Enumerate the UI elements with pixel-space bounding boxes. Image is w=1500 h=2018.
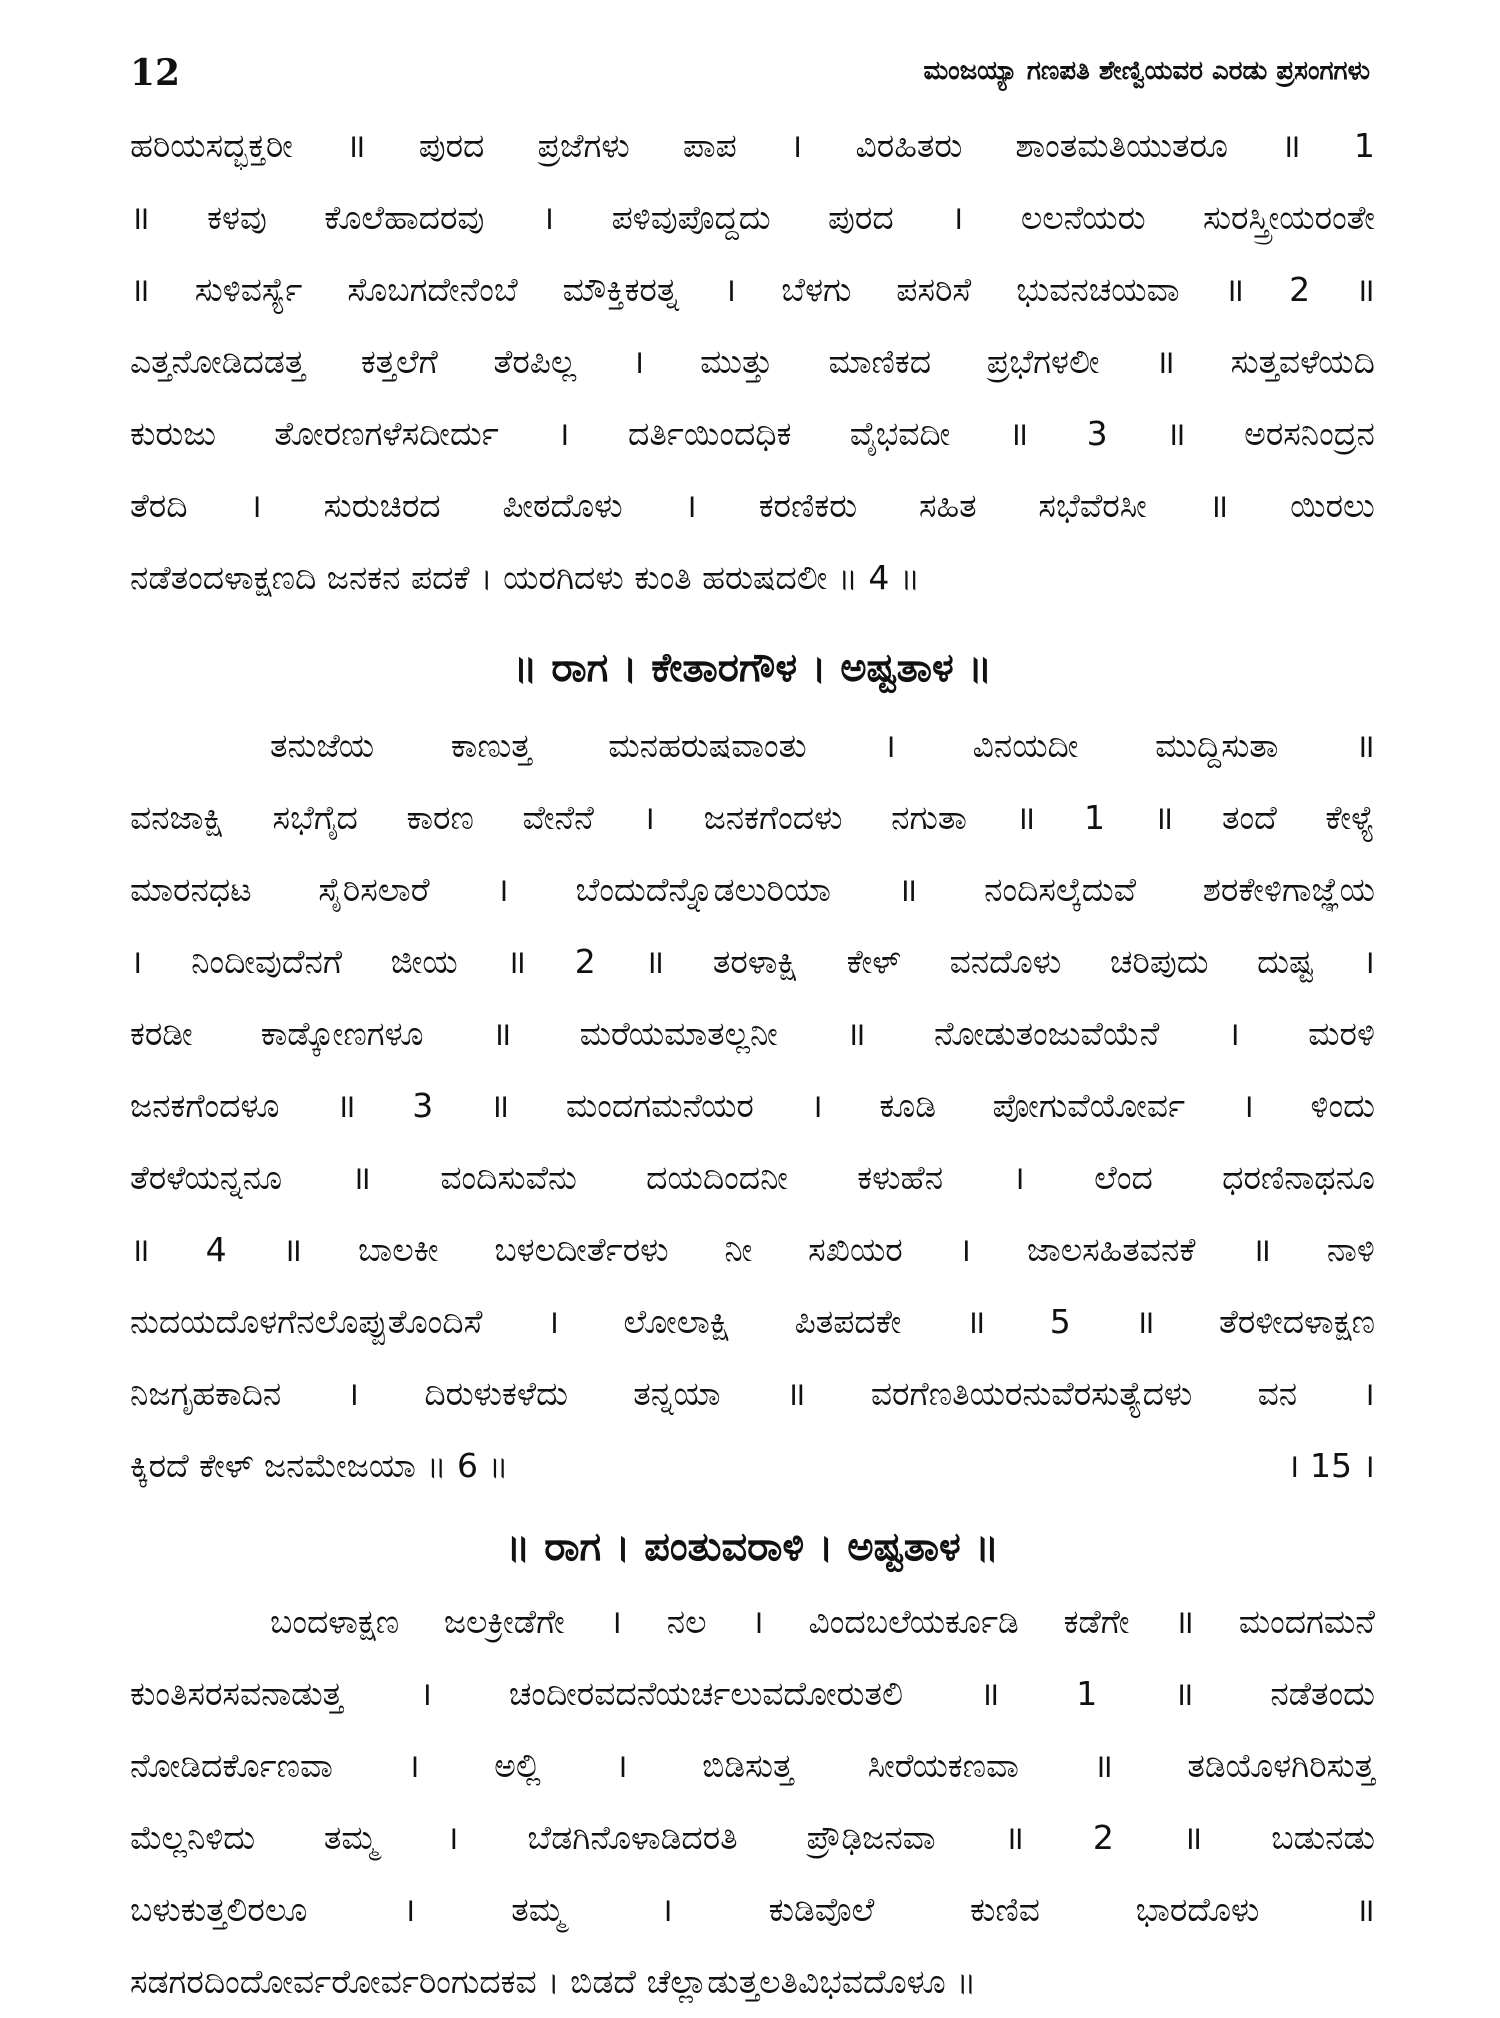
word: ॥ <box>351 1158 372 1197</box>
word: ನೀ <box>724 1230 753 1269</box>
word: ತಂದೆ <box>1222 798 1277 837</box>
word: ಅಲ್ಲಿ <box>494 1746 541 1785</box>
word: ಬೆಳಗು <box>781 270 852 309</box>
running-title: ಮಂಜಯ್ಯಾ ಗಣಪತಿ ಶೇಣ್ವಿಯವರ ಎರಡು ಪ್ರಸಂಗಗಳು <box>923 56 1370 86</box>
verse-count-mark: । 15 । <box>1287 1446 1375 1485</box>
word: ಕೊಲೆಹಾದರವು <box>324 198 485 237</box>
word: ಸಭೆಗೈದ <box>272 798 358 837</box>
word: ॥ <box>845 1014 866 1053</box>
word: ತಮ್ಮ <box>511 1890 565 1929</box>
word: ಸಖಿಯರ <box>808 1230 903 1269</box>
word: ಕೇಳ್ <box>846 942 901 981</box>
word: ಪುರದ <box>828 198 894 237</box>
word: ಕೇಳ್ಯೆ <box>1325 798 1375 837</box>
word: । <box>446 1818 459 1857</box>
text-line <box>130 782 1375 854</box>
word: ಎತ್ತನೋಡಿದಡತ್ತ <box>130 342 306 381</box>
word: ಸೀರೆಯಕಣವಾ <box>867 1746 1019 1785</box>
word: ವೈಭವದೀ <box>849 414 951 453</box>
word: ತೋರಣಗಳೆಸದೀರ್ದು <box>274 414 499 453</box>
text-line <box>130 398 1375 470</box>
word: ಕತ್ತಲೆಗೆ <box>360 342 438 381</box>
section-heading-pantuvarali: ॥ ರಾಗ । ಪಂತುವರಾಳಿ । ಅಷ್ಟತಾಳ ॥ <box>505 1524 1000 1570</box>
word: ಅರಸನಿಂದ್ರನ <box>1244 414 1375 453</box>
word: ವಿಂದಬಲೆಯರ್ಕೂಡಿ <box>808 1602 1019 1641</box>
text-line <box>130 254 1375 326</box>
text-line <box>130 1802 1375 1874</box>
text-line <box>130 1358 1375 1430</box>
word: ಮೆಲ್ಲನಿಳಿದು <box>130 1818 256 1857</box>
text-line <box>130 1874 1375 1946</box>
word: ಮುದ್ದಿಸುತಾ <box>1155 726 1279 765</box>
word: ಳಿಂದು <box>1310 1086 1375 1125</box>
word: ನಾಳಿ <box>1326 1230 1375 1269</box>
text-line <box>130 470 1375 542</box>
word: ಹರಿಯಸದ್ಭಕ್ತರೀ <box>130 126 293 165</box>
word: ತರಳಾಕ್ಷಿ <box>712 942 798 981</box>
word: ತೆರಳೀದಳಾಕ್ಷಣ <box>1219 1302 1375 1341</box>
word: ತೆರಳೆಯನ್ನನೂ <box>130 1158 282 1197</box>
word: ವಿರಹಿತರು <box>855 126 963 165</box>
word: ಮಂದಗಮನೆಯರ <box>565 1086 754 1125</box>
word: ತೆರದಿ <box>130 486 188 525</box>
text-line <box>130 1586 1375 1658</box>
word: ತಮ್ಮ <box>323 1818 378 1857</box>
word: । <box>723 270 737 309</box>
word: । <box>557 414 570 453</box>
word: ಭುವನಚಯವಾ <box>1016 270 1180 309</box>
word: ಜನಕಗೆಂದಳು <box>703 798 843 837</box>
word: । <box>541 198 555 237</box>
word: ॥ <box>644 942 665 981</box>
word: ಪಿತಪದಕೇ <box>794 1302 902 1341</box>
word: ವನ <box>1257 1374 1298 1413</box>
page-header <box>130 52 1370 102</box>
word: । <box>951 198 964 237</box>
word: ದಯದಿಂದನೀ <box>646 1158 788 1197</box>
text-line <box>130 182 1375 254</box>
word: ವೇನೆನೆ <box>522 798 594 837</box>
word: ವಂದಿಸುವೆನು <box>440 1158 577 1197</box>
word: ತನ್ನಯಾ <box>633 1374 721 1413</box>
word: ॥ <box>489 1086 510 1125</box>
word: 3 <box>412 1086 434 1125</box>
word: । <box>660 1890 673 1929</box>
word: । <box>130 942 143 981</box>
word: ॥ <box>1224 270 1245 309</box>
word: ॥ <box>282 1230 303 1269</box>
word: । <box>751 1602 764 1641</box>
word: ಪಳಿವುಪೊದ್ದದು <box>611 198 771 237</box>
word: ಬಂದಳಾಕ್ಷಣ <box>270 1602 400 1641</box>
word: ತಡಿಯೊಳಗಿರಿಸುತ್ತ <box>1187 1746 1375 1785</box>
word: ವಿನಯದೀ <box>972 726 1079 765</box>
page-number: 12 <box>130 52 181 94</box>
word: ಬೆಡಗಿನೊಳಾಡಿದರತಿ <box>527 1818 738 1857</box>
text-line <box>130 1070 1375 1142</box>
text-line <box>130 926 1375 998</box>
word: ಕಳುಹೆನ <box>857 1158 944 1197</box>
word: ಬಾಲಕೀ <box>358 1230 439 1269</box>
word: ಶಾಂತಮತಿಯುತರೂ <box>1015 126 1228 165</box>
word: 2 <box>1092 1818 1114 1857</box>
word: ॥ <box>130 1230 150 1269</box>
word: ದಿರುಳುಕಳೆದು <box>424 1374 568 1413</box>
word: ಕುಡಿವೊಲೆ <box>768 1890 875 1929</box>
word: ಕುರುಜು <box>130 414 216 453</box>
word: ಪ್ರೌಢಿಜನವಾ <box>806 1818 936 1857</box>
word: । <box>496 870 509 909</box>
text-line <box>130 1286 1375 1358</box>
word: ॥ <box>1155 342 1175 381</box>
word: ಜೀಯ <box>390 942 458 981</box>
word: ಬಿಡಿಸುತ್ತ <box>702 1746 794 1785</box>
word: ॥ <box>1153 798 1174 837</box>
word: ॥ <box>1281 126 1301 165</box>
word: । <box>249 486 262 525</box>
word: 2 <box>574 942 596 981</box>
word: । <box>810 1086 823 1125</box>
word: ಸುಳಿವರ್ಸ್ಯೆ <box>194 270 303 309</box>
word: ಲೆಂದ <box>1094 1158 1153 1197</box>
word: ॥ <box>1251 1230 1272 1269</box>
section-heading-ketaragaula: ॥ ರಾಗ । ಕೇತಾರಗೌಳ । ಅಷ್ಟತಾಳ ॥ <box>513 645 992 691</box>
word: ನಿಜಗೃಹಕಾದಿನ <box>130 1374 282 1413</box>
word: ಮನಹರುಷವಾಂತು <box>608 726 807 765</box>
word: ಬೆಂದುದೆನ್ನೊಡಲುರಿಯಾ <box>575 870 831 909</box>
word: । <box>1241 1086 1255 1125</box>
word: ನಡೆತಂದು <box>1270 1674 1375 1713</box>
word: ಲಲನೆಯರು <box>1020 198 1146 237</box>
word: । <box>883 726 896 765</box>
text-line <box>130 998 1375 1070</box>
word: ॥ <box>130 198 150 237</box>
word: ಕಳವು <box>207 198 267 237</box>
text-line <box>130 1730 1375 1802</box>
word: ಚರಿಪುದು <box>1109 942 1209 981</box>
word: ಸೈರಿಸಲಾರೆ <box>318 870 430 909</box>
word: ॥ <box>1355 1890 1375 1929</box>
word: ಬಡುನಡು <box>1271 1818 1375 1857</box>
word: ದರ್ತಿಯಿಂದಧಿಕ <box>628 414 792 453</box>
word: ಪ್ರಭೆಗಳಲೀ <box>986 342 1100 381</box>
word: ಚಂದೀರವದನೆಯರ್ಚಲುವದೋರುತಲಿ <box>508 1674 904 1713</box>
word: ॥ <box>1182 1818 1203 1857</box>
word: ॥ <box>1355 270 1375 309</box>
word: ಶರಕೇಳಿಗಾಜ್ಞೆಯ <box>1202 870 1375 909</box>
word: ಕರಡೀ <box>130 1014 193 1053</box>
word: ॥ <box>1174 1602 1194 1641</box>
word: ಕೂಡಿ <box>879 1086 937 1125</box>
word: 1 <box>1076 1674 1098 1713</box>
word: ಪ್ರಜೆಗಳು <box>537 126 630 165</box>
text-line: ನಡೆತಂದಳಾಕ್ಷಣದಿ ಜನಕನ ಪದಕೆ । ಯರಗಿದಳು ಕುಂತಿ ಹರುಷದಲೀ ॥ 4 ॥ <box>130 558 920 597</box>
word: ಕುಂತಿಸರಸವನಾಡುತ್ತ <box>130 1674 343 1713</box>
word: ॥ <box>1165 414 1186 453</box>
word: ಜಲಕ್ರೀಡೆಗೇ <box>443 1602 565 1641</box>
verse-block-3 <box>130 1586 1375 2018</box>
word: ಸಭೆವೆರಸೀ <box>1038 486 1147 525</box>
word: ವನದೊಳು <box>949 942 1062 981</box>
word: ಧರಣಿನಾಥನೂ <box>1222 1158 1375 1197</box>
word: ನಂದಿಸಲ್ಕೆದುವೆ <box>984 870 1137 909</box>
word: ಬಳಲದೀರ್ತೆರಳು <box>494 1230 669 1269</box>
word: ಕಾಡ್ಕೋಣಗಳೂ <box>260 1014 424 1053</box>
word: ॥ <box>1173 1674 1194 1713</box>
word: ಮುತ್ತು <box>700 342 773 381</box>
word: ನಗುತಾ <box>891 798 967 837</box>
word: ಸುತ್ತವಳೆಯದಿ <box>1230 342 1375 381</box>
word: ॥ <box>979 1674 1000 1713</box>
text-line <box>130 326 1375 398</box>
word: ಸೊಬಗದೇನೆಂಬೆ <box>347 270 518 309</box>
word: ನಿಂದೀವುದೆನಗೆ <box>191 942 343 981</box>
word: ಪಾಪ <box>682 126 737 165</box>
word: ॥ <box>897 870 918 909</box>
word: ಮೌಕ್ತಿಕರತ್ನ <box>562 270 679 309</box>
word: ವನಜಾಕ್ಷಿ <box>130 798 224 837</box>
word: ॥ <box>965 1302 986 1341</box>
word: । <box>1362 1374 1375 1413</box>
word: 2 <box>1289 270 1311 309</box>
word: ಕುಣಿವ <box>970 1890 1040 1929</box>
word: । <box>958 1230 972 1269</box>
word: ಭಾರದೊಳು <box>1135 1890 1260 1929</box>
word: । <box>1362 942 1375 981</box>
word: । <box>609 1602 623 1641</box>
word: ಮರಳಿ <box>1308 1014 1375 1053</box>
word: ॥ <box>506 942 527 981</box>
text-line: ಸಡಗರದಿಂದೋರ್ವರೋರ್ವರಿಂಗುದಕವ । ಬಿಡದೆ ಚೆಲ್ಲಾಡುತ್ತಲತಿವಿಭವದೊಳೂ ॥ <box>130 1962 977 2001</box>
word: ಸುರಸ್ತ್ರೀಯರಂತೇ <box>1202 198 1375 237</box>
word: ಕಡೆಗೇ <box>1063 1602 1130 1641</box>
text-line <box>130 854 1375 926</box>
word: ನುದಯದೊಳಗೆನಲೊಪ್ಪುತೊಂದಿಸೆ <box>130 1302 483 1341</box>
word: । <box>615 1746 628 1785</box>
word: । <box>789 126 803 165</box>
word: ॥ <box>1008 414 1029 453</box>
word: । <box>1012 1158 1025 1197</box>
word: ತೆರಪಿಲ್ಲ <box>493 342 577 381</box>
word: ॥ <box>1135 1302 1155 1341</box>
word: । <box>546 1302 560 1341</box>
word: ॥ <box>785 1374 806 1413</box>
word: 1 <box>1353 126 1375 165</box>
word: 4 <box>205 1230 227 1269</box>
text-line <box>130 1214 1375 1286</box>
text-line <box>130 1430 1375 1502</box>
word: ॥ <box>1004 1818 1025 1857</box>
word: ಪಸರಿಸೆ <box>896 270 972 309</box>
word: ॥ <box>335 1086 356 1125</box>
text-line <box>130 1658 1375 1730</box>
word: ಮರೆಯಮಾತಲ್ಲನೀ <box>579 1014 778 1053</box>
word: ನಲ <box>666 1602 707 1641</box>
word: । <box>407 1746 420 1785</box>
verse-block-1 <box>130 110 1375 614</box>
word: ಲೋಲಾಕ್ಷಿ <box>623 1302 731 1341</box>
word: । <box>631 342 645 381</box>
word: ಕರಣಿಕರು <box>758 486 858 525</box>
word: ಪೋಗುವೆಯೋರ್ವ <box>992 1086 1186 1125</box>
word: ಪೀಠದೊಳು <box>502 486 623 525</box>
word: ॥ <box>345 126 366 165</box>
word: ॥ <box>1015 798 1036 837</box>
word: ॥ <box>1093 1746 1114 1785</box>
word: ಜಾಲಸಹಿತವನಕೆ <box>1026 1230 1196 1269</box>
word: ದುಷ್ಟ <box>1257 942 1314 981</box>
word: ॥ <box>1355 726 1375 765</box>
word: ಸಹಿತ <box>918 486 977 525</box>
word: ಪುರದ <box>418 126 485 165</box>
word: ಕಾರಣ <box>406 798 474 837</box>
word: ಮಂದಗಮನೆ <box>1238 1602 1375 1641</box>
word: ನೋಡಿದರ್ಕೊಣವಾ <box>130 1746 333 1785</box>
text-line <box>130 110 1375 182</box>
word: । <box>684 486 697 525</box>
line-text: ಕ್ಕಿರದೆ ಕೇಳ್ ಜನಮೇಜಯಾ ॥ 6 ॥ <box>130 1446 509 1485</box>
word: ॥ <box>1208 486 1229 525</box>
word: ॥ <box>491 1014 512 1053</box>
verse-block-2 <box>130 710 1375 1502</box>
word: 3 <box>1086 414 1108 453</box>
word: 1 <box>1084 798 1105 837</box>
word: ಜನಕಗೆಂದಳೂ <box>130 1086 280 1125</box>
word: ಮಾಣಿಕದ <box>828 342 932 381</box>
word: ಬಳುಕುತ್ತಲಿರಲೂ <box>130 1890 308 1929</box>
word: ಕಾಣುತ್ತ <box>450 726 532 765</box>
word: 5 <box>1049 1302 1071 1341</box>
text-line <box>130 1142 1375 1214</box>
word: । <box>419 1674 433 1713</box>
word: । <box>642 798 655 837</box>
word: ಮಾರನಧಟ <box>130 870 252 909</box>
word: । <box>346 1374 360 1413</box>
word: ಯಿರಲು <box>1290 486 1375 525</box>
word: ನೋಡುತಂಜುವೆಯೆನೆ <box>933 1014 1160 1053</box>
word: । <box>1227 1014 1240 1053</box>
word: ಸುರುಚಿರದ <box>323 486 441 525</box>
text-line <box>130 710 1375 782</box>
word: । <box>403 1890 416 1929</box>
word: ವರಗೆಣತಿಯರನುವೆರಸುತ್ಯೆದಳು <box>870 1374 1193 1413</box>
word: ತನುಜೆಯ <box>270 726 375 765</box>
word: ॥ <box>130 270 150 309</box>
